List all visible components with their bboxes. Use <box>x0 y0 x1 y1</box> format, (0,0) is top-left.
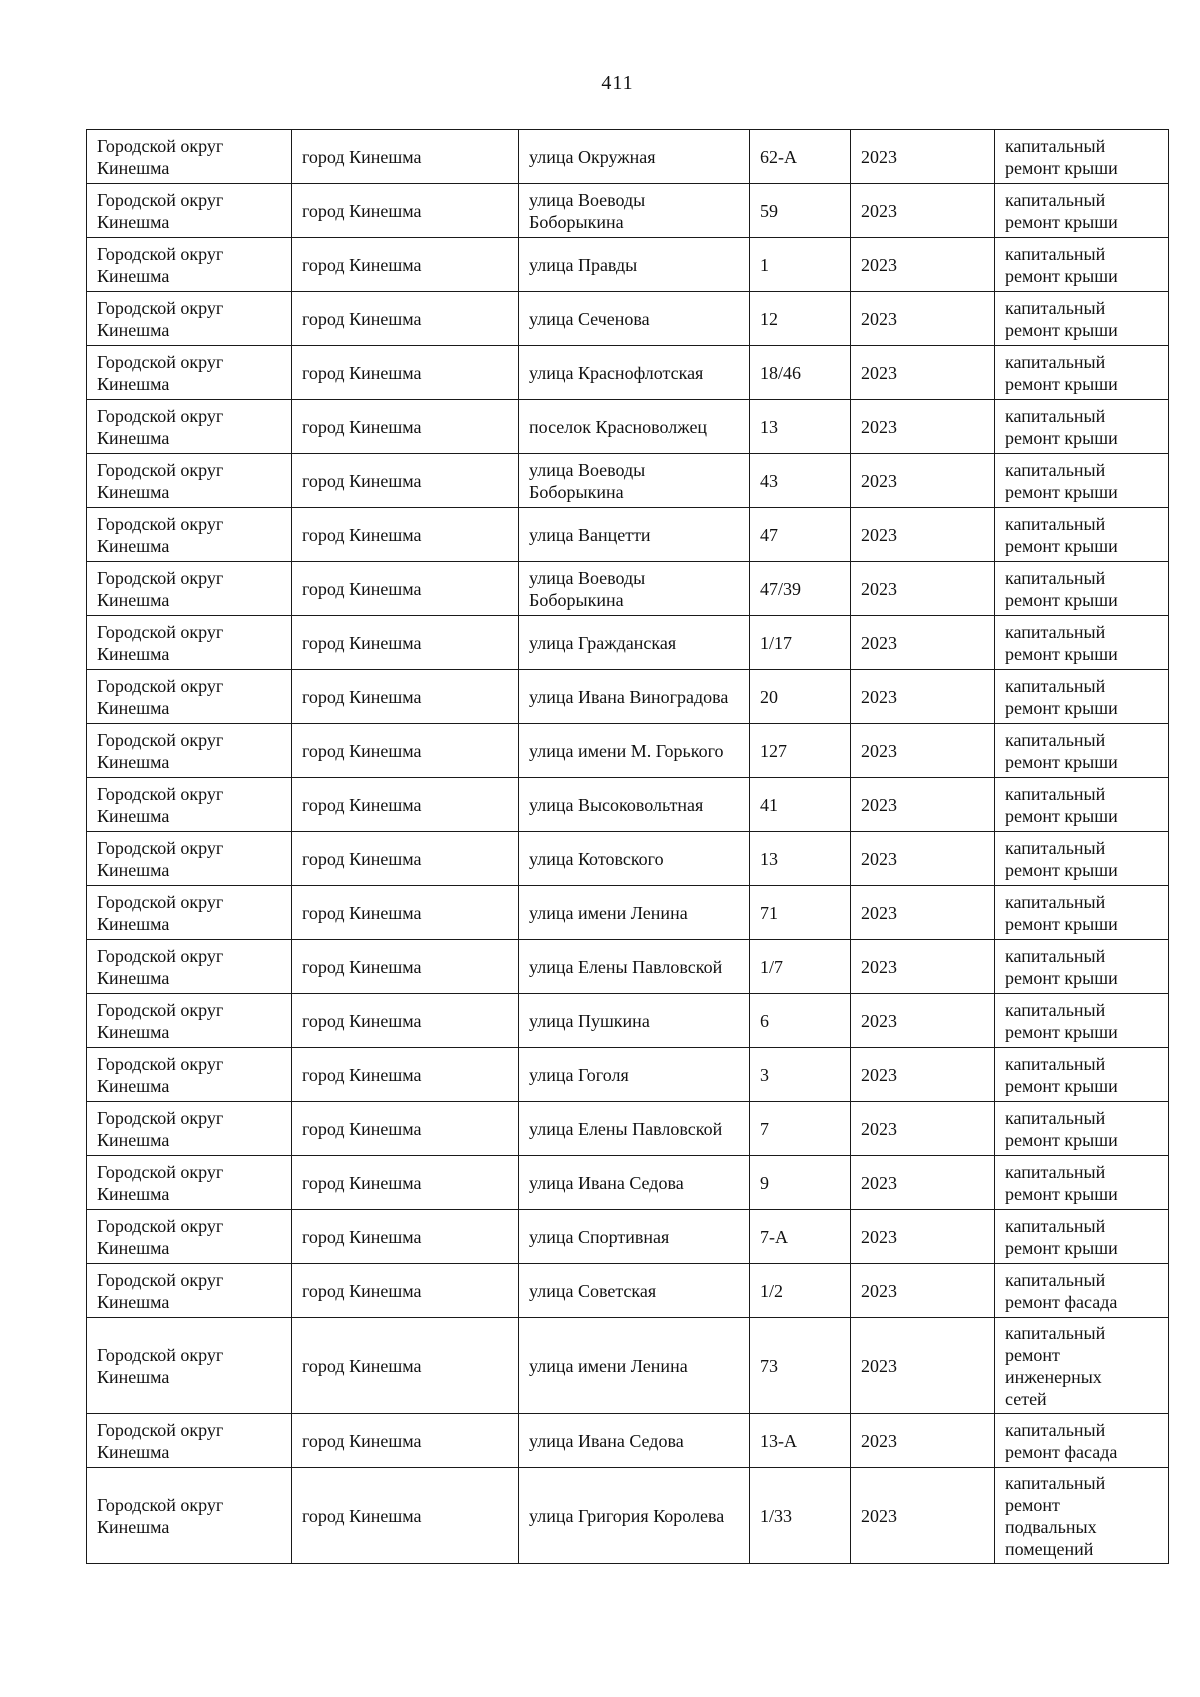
locality-cell: город Кинешма <box>292 886 519 940</box>
year-cell: 2023 <box>851 886 995 940</box>
municipality-cell: Городской округ Кинешма <box>87 400 292 454</box>
table-row <box>87 400 1169 454</box>
house-number-cell: 7 <box>750 1102 851 1156</box>
municipality-cell: Городской округ Кинешма <box>87 292 292 346</box>
house-number-cell: 9 <box>750 1156 851 1210</box>
municipality-cell: Городской округ Кинешма <box>87 832 292 886</box>
work-type-cell: капитальный ремонт фасада <box>995 1264 1169 1318</box>
locality-cell: город Кинешма <box>292 400 519 454</box>
year-cell: 2023 <box>851 454 995 508</box>
locality-cell: город Кинешма <box>292 724 519 778</box>
municipality-cell: Городской округ Кинешма <box>87 724 292 778</box>
table-row <box>87 940 1169 994</box>
work-type-cell: капитальный ремонт крыши <box>995 1156 1169 1210</box>
table-row <box>87 724 1169 778</box>
locality-cell: город Кинешма <box>292 832 519 886</box>
house-number-cell: 1/17 <box>750 616 851 670</box>
locality-cell: город Кинешма <box>292 1102 519 1156</box>
municipality-cell: Городской округ Кинешма <box>87 616 292 670</box>
municipality-cell: Городской округ Кинешма <box>87 1048 292 1102</box>
locality-cell: город Кинешма <box>292 184 519 238</box>
street-cell: улица имени Ленина <box>519 886 750 940</box>
house-number-cell: 13 <box>750 400 851 454</box>
year-cell: 2023 <box>851 292 995 346</box>
street-cell: улица Воеводы Боборыкина <box>519 184 750 238</box>
street-cell: улица Ивана Седова <box>519 1414 750 1468</box>
table-row <box>87 886 1169 940</box>
table-row <box>87 238 1169 292</box>
house-number-cell: 43 <box>750 454 851 508</box>
table-row <box>87 994 1169 1048</box>
street-cell: улица Спортивная <box>519 1210 750 1264</box>
table-row <box>87 1048 1169 1102</box>
table-row <box>87 454 1169 508</box>
municipality-cell: Городской округ Кинешма <box>87 940 292 994</box>
house-number-cell: 1/7 <box>750 940 851 994</box>
street-cell: улица Григория Королева <box>519 1468 750 1564</box>
year-cell: 2023 <box>851 1210 995 1264</box>
municipality-cell: Городской округ Кинешма <box>87 1264 292 1318</box>
street-cell: улица имени Ленина <box>519 1318 750 1414</box>
year-cell: 2023 <box>851 562 995 616</box>
street-cell: улица Ванцетти <box>519 508 750 562</box>
year-cell: 2023 <box>851 238 995 292</box>
house-number-cell: 1 <box>750 238 851 292</box>
house-number-cell: 18/46 <box>750 346 851 400</box>
year-cell: 2023 <box>851 1414 995 1468</box>
work-type-cell: капитальный ремонт крыши <box>995 616 1169 670</box>
municipality-cell: Городской округ Кинешма <box>87 1210 292 1264</box>
locality-cell: город Кинешма <box>292 238 519 292</box>
page-number: 411 <box>601 72 634 94</box>
year-cell: 2023 <box>851 994 995 1048</box>
locality-cell: город Кинешма <box>292 508 519 562</box>
work-type-cell: капитальный ремонт крыши <box>995 454 1169 508</box>
work-type-cell: капитальный ремонт крыши <box>995 778 1169 832</box>
street-cell: улица Советская <box>519 1264 750 1318</box>
locality-cell: город Кинешма <box>292 292 519 346</box>
work-type-cell: капитальный ремонт крыши <box>995 1210 1169 1264</box>
work-type-cell: капитальный ремонт крыши <box>995 994 1169 1048</box>
house-number-cell: 71 <box>750 886 851 940</box>
work-type-cell: капитальный ремонт крыши <box>995 724 1169 778</box>
table-row <box>87 184 1169 238</box>
house-number-cell: 1/2 <box>750 1264 851 1318</box>
street-cell: улица Воеводы Боборыкина <box>519 454 750 508</box>
house-number-cell: 3 <box>750 1048 851 1102</box>
work-type-cell: капитальный ремонт фасада <box>995 1414 1169 1468</box>
locality-cell: город Кинешма <box>292 778 519 832</box>
table-body <box>87 130 1169 1564</box>
street-cell: улица Елены Павловской <box>519 1102 750 1156</box>
locality-cell: город Кинешма <box>292 1156 519 1210</box>
municipality-cell: Городской округ Кинешма <box>87 886 292 940</box>
year-cell: 2023 <box>851 1156 995 1210</box>
municipality-cell: Городской округ Кинешма <box>87 238 292 292</box>
street-cell: улица Сеченова <box>519 292 750 346</box>
table-row <box>87 670 1169 724</box>
street-cell: улица имени М. Горького <box>519 724 750 778</box>
locality-cell: город Кинешма <box>292 940 519 994</box>
year-cell: 2023 <box>851 508 995 562</box>
house-number-cell: 47 <box>750 508 851 562</box>
locality-cell: город Кинешма <box>292 1414 519 1468</box>
municipality-cell: Городской округ Кинешма <box>87 562 292 616</box>
year-cell: 2023 <box>851 130 995 184</box>
work-type-cell: капитальный ремонт крыши <box>995 940 1169 994</box>
locality-cell: город Кинешма <box>292 130 519 184</box>
work-type-cell: капитальный ремонт крыши <box>995 292 1169 346</box>
street-cell: улица Ивана Виноградова <box>519 670 750 724</box>
locality-cell: город Кинешма <box>292 670 519 724</box>
year-cell: 2023 <box>851 940 995 994</box>
table-row <box>87 616 1169 670</box>
street-cell: улица Ивана Седова <box>519 1156 750 1210</box>
address-register-table <box>86 129 1169 1564</box>
table-row <box>87 1318 1169 1414</box>
street-cell: улица Елены Павловской <box>519 940 750 994</box>
house-number-cell: 41 <box>750 778 851 832</box>
work-type-cell: капитальный ремонт инженерных сетей <box>995 1318 1169 1414</box>
municipality-cell: Городской округ Кинешма <box>87 1318 292 1414</box>
house-number-cell: 1/33 <box>750 1468 851 1564</box>
table-row <box>87 130 1169 184</box>
house-number-cell: 20 <box>750 670 851 724</box>
street-cell: улица Правды <box>519 238 750 292</box>
house-number-cell: 7-А <box>750 1210 851 1264</box>
municipality-cell: Городской округ Кинешма <box>87 508 292 562</box>
street-cell: улица Гражданская <box>519 616 750 670</box>
municipality-cell: Городской округ Кинешма <box>87 670 292 724</box>
work-type-cell: капитальный ремонт подвальных помещений <box>995 1468 1169 1564</box>
municipality-cell: Городской округ Кинешма <box>87 1156 292 1210</box>
work-type-cell: капитальный ремонт крыши <box>995 238 1169 292</box>
table-row <box>87 346 1169 400</box>
table-row <box>87 1264 1169 1318</box>
year-cell: 2023 <box>851 832 995 886</box>
year-cell: 2023 <box>851 724 995 778</box>
house-number-cell: 127 <box>750 724 851 778</box>
year-cell: 2023 <box>851 616 995 670</box>
municipality-cell: Городской округ Кинешма <box>87 778 292 832</box>
work-type-cell: капитальный ремонт крыши <box>995 130 1169 184</box>
house-number-cell: 6 <box>750 994 851 1048</box>
street-cell: улица Воеводы Боборыкина <box>519 562 750 616</box>
street-cell: улица Высоковольтная <box>519 778 750 832</box>
locality-cell: город Кинешма <box>292 454 519 508</box>
year-cell: 2023 <box>851 670 995 724</box>
municipality-cell: Городской округ Кинешма <box>87 346 292 400</box>
municipality-cell: Городской округ Кинешма <box>87 994 292 1048</box>
work-type-cell: капитальный ремонт крыши <box>995 1102 1169 1156</box>
street-cell: улица Краснофлотская <box>519 346 750 400</box>
table-row <box>87 1468 1169 1564</box>
table-row <box>87 1414 1169 1468</box>
table-row <box>87 832 1169 886</box>
street-cell: поселок Красноволжец <box>519 400 750 454</box>
municipality-cell: Городской округ Кинешма <box>87 130 292 184</box>
street-cell: улица Пушкина <box>519 994 750 1048</box>
year-cell: 2023 <box>851 346 995 400</box>
year-cell: 2023 <box>851 778 995 832</box>
locality-cell: город Кинешма <box>292 1264 519 1318</box>
locality-cell: город Кинешма <box>292 616 519 670</box>
locality-cell: город Кинешма <box>292 1468 519 1564</box>
table-row <box>87 1210 1169 1264</box>
house-number-cell: 47/39 <box>750 562 851 616</box>
locality-cell: город Кинешма <box>292 1318 519 1414</box>
locality-cell: город Кинешма <box>292 1210 519 1264</box>
house-number-cell: 73 <box>750 1318 851 1414</box>
year-cell: 2023 <box>851 1468 995 1564</box>
locality-cell: город Кинешма <box>292 1048 519 1102</box>
work-type-cell: капитальный ремонт крыши <box>995 670 1169 724</box>
table-row <box>87 1102 1169 1156</box>
work-type-cell: капитальный ремонт крыши <box>995 508 1169 562</box>
house-number-cell: 13-А <box>750 1414 851 1468</box>
house-number-cell: 59 <box>750 184 851 238</box>
year-cell: 2023 <box>851 400 995 454</box>
work-type-cell: капитальный ремонт крыши <box>995 400 1169 454</box>
work-type-cell: капитальный ремонт крыши <box>995 832 1169 886</box>
table-row <box>87 508 1169 562</box>
work-type-cell: капитальный ремонт крыши <box>995 562 1169 616</box>
work-type-cell: капитальный ремонт крыши <box>995 886 1169 940</box>
locality-cell: город Кинешма <box>292 562 519 616</box>
municipality-cell: Городской округ Кинешма <box>87 1414 292 1468</box>
work-type-cell: капитальный ремонт крыши <box>995 1048 1169 1102</box>
street-cell: улица Котовского <box>519 832 750 886</box>
locality-cell: город Кинешма <box>292 994 519 1048</box>
year-cell: 2023 <box>851 1264 995 1318</box>
year-cell: 2023 <box>851 184 995 238</box>
street-cell: улица Окружная <box>519 130 750 184</box>
table-row <box>87 778 1169 832</box>
table-row <box>87 1156 1169 1210</box>
year-cell: 2023 <box>851 1102 995 1156</box>
locality-cell: город Кинешма <box>292 346 519 400</box>
municipality-cell: Городской округ Кинешма <box>87 1102 292 1156</box>
house-number-cell: 13 <box>750 832 851 886</box>
work-type-cell: капитальный ремонт крыши <box>995 346 1169 400</box>
municipality-cell: Городской округ Кинешма <box>87 184 292 238</box>
work-type-cell: капитальный ремонт крыши <box>995 184 1169 238</box>
table-row <box>87 292 1169 346</box>
year-cell: 2023 <box>851 1318 995 1414</box>
house-number-cell: 12 <box>750 292 851 346</box>
house-number-cell: 62-А <box>750 130 851 184</box>
municipality-cell: Городской округ Кинешма <box>87 1468 292 1564</box>
year-cell: 2023 <box>851 1048 995 1102</box>
street-cell: улица Гоголя <box>519 1048 750 1102</box>
municipality-cell: Городской округ Кинешма <box>87 454 292 508</box>
table-row <box>87 562 1169 616</box>
